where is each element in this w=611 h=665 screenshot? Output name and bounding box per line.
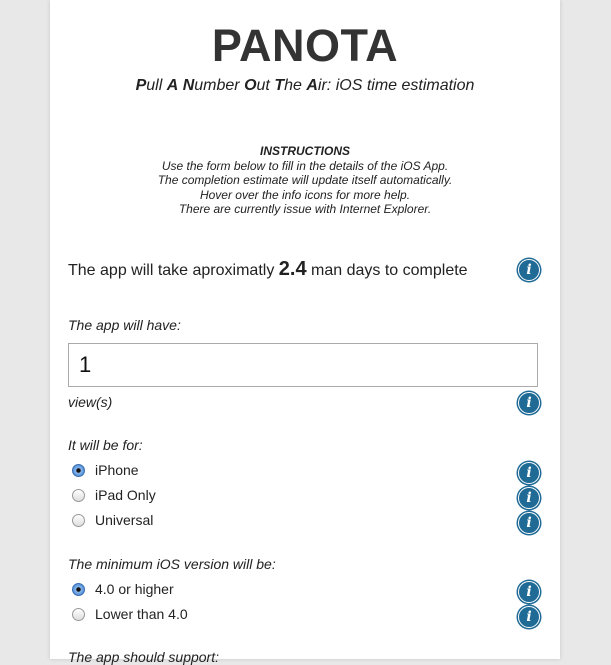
estimate-text — [68, 258, 468, 281]
info-icon[interactable]: i — [518, 581, 540, 603]
radio-label: iPad Only — [95, 487, 156, 503]
page-title: PANOTA — [211, 20, 399, 71]
radio-label: 4.0 or higher — [95, 581, 174, 597]
page-subtitle: Pull A Number Out The Air: iOS time estimation — [135, 77, 475, 94]
instruction-line: Hover over the info icons for more help. — [199, 187, 411, 202]
support-label: The app should support: — [68, 649, 219, 665]
estimate-suffix: man days to complete — [311, 262, 468, 279]
radio-label: Universal — [95, 512, 154, 528]
page-container — [50, 0, 560, 665]
radio-button[interactable] — [72, 489, 85, 502]
ios-label: The minimum iOS version will be: — [68, 556, 276, 572]
estimate-prefix: The app will take aproximatly — [68, 262, 275, 279]
radio-button[interactable] — [72, 514, 85, 527]
instruction-line: Use the form below to fill in the details of the iOS App. — [161, 158, 449, 173]
info-icon[interactable]: i — [518, 392, 540, 414]
info-icon[interactable]: i — [518, 512, 540, 534]
radio-ipad-only[interactable] — [72, 487, 156, 503]
device-label: It will be for: — [68, 437, 143, 453]
radio-button[interactable] — [72, 583, 85, 596]
info-icon[interactable]: i — [518, 487, 540, 509]
radio-iphone[interactable] — [72, 462, 139, 478]
info-icon[interactable]: i — [518, 259, 540, 281]
instructions-heading: INSTRUCTIONS — [260, 144, 350, 158]
radio-button[interactable] — [72, 464, 85, 477]
info-icon[interactable]: i — [518, 606, 540, 628]
radio-button[interactable] — [72, 608, 85, 621]
radio-label: iPhone — [95, 462, 139, 478]
instructions — [50, 144, 560, 217]
radio-label: Lower than 4.0 — [95, 606, 188, 622]
views-unit: view(s) — [68, 394, 113, 410]
radio-ios-lower-than-4[interactable] — [72, 606, 188, 622]
instruction-line: The completion estimate will update itself automatically. — [157, 173, 453, 187]
radio-universal[interactable] — [72, 512, 153, 528]
estimate-value: 2.4 — [278, 258, 307, 280]
views-label: The app will have: — [68, 317, 181, 333]
views-input[interactable] — [68, 343, 538, 387]
instruction-line: There are currently issue with Internet Explorer. — [178, 202, 432, 216]
radio-ios-4-or-higher[interactable] — [72, 581, 174, 597]
info-icon[interactable]: i — [518, 462, 540, 484]
